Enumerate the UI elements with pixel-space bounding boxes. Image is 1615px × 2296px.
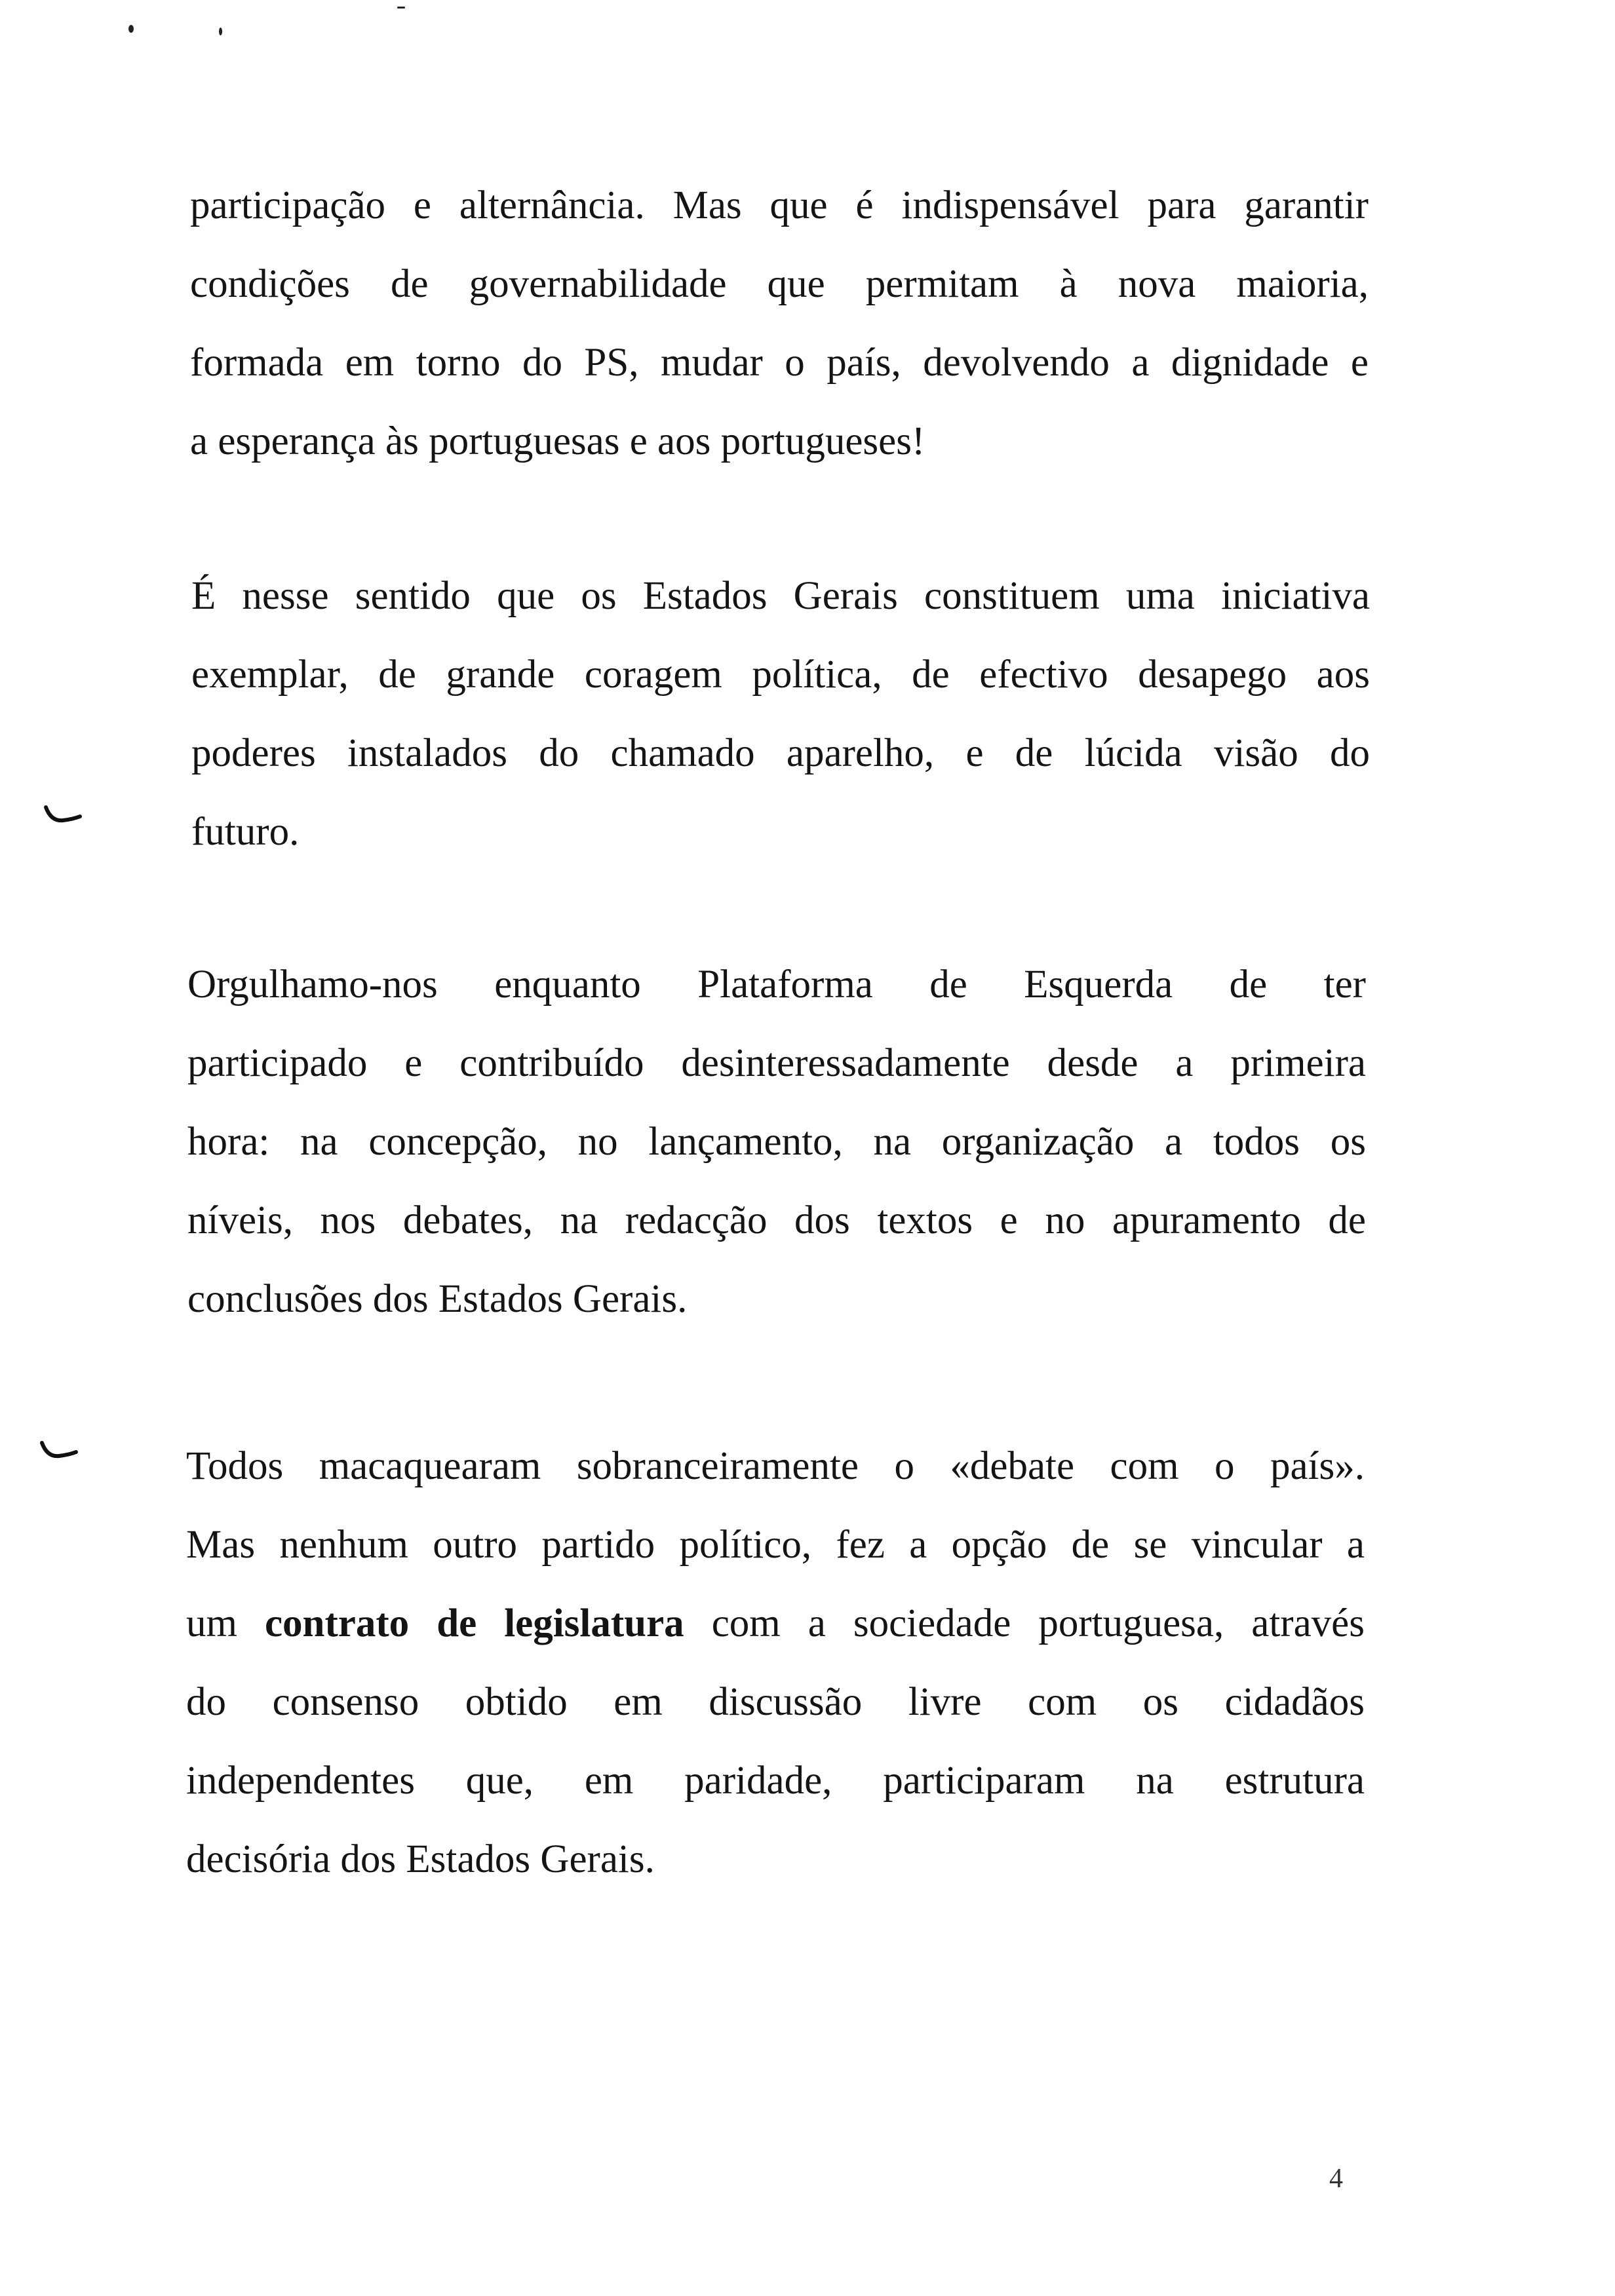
margin-check-mark (43, 805, 83, 824)
text-line: níveis, nos debates, na redacção dos textos e no apuramento de (187, 1198, 1366, 1242)
text-line: participado e contribuído desinteressadamente desde a primeira (187, 1041, 1366, 1085)
paragraph-3 (187, 946, 1366, 1339)
text-line (186, 1584, 1365, 1663)
text-line: formada em torno do PS, mudar o país, devolvendo a dignidade e (190, 341, 1369, 385)
text-line: participação e alternância. Mas que é indispensável para garantir (190, 183, 1369, 227)
text-line: futuro. (191, 810, 300, 854)
text-run: um (186, 1601, 265, 1645)
text-run: com a sociedade portuguesa, através (684, 1601, 1365, 1645)
scan-speck (219, 28, 222, 35)
text-line: Orgulhamo-nos enquanto Plataforma de Esquerda de ter (187, 963, 1366, 1006)
page-number: 4 (1329, 2164, 1343, 2194)
text-line: decisória dos Estados Gerais. (186, 1837, 655, 1881)
paragraph-2 (191, 557, 1370, 871)
text-line: Todos macaquearam sobranceiramente o «debate com o país». (186, 1444, 1365, 1488)
margin-check-mark (39, 1440, 79, 1460)
text-line: independentes que, em paridade, participaram na estrutura (186, 1759, 1365, 1803)
text-line: do consenso obtido em discussão livre com os cidadãos (186, 1680, 1365, 1724)
paragraph-4 (186, 1427, 1365, 1899)
text-line: condições de governabilidade que permitam à nova maioria, (190, 262, 1369, 306)
text-line: a esperança às portuguesas e aos portugueses! (190, 419, 925, 463)
text-line: É nesse sentido que os Estados Gerais constituem uma iniciativa (191, 574, 1370, 618)
text-line: Mas nenhum outro partido político, fez a opção de se vincular a (186, 1523, 1365, 1567)
text-line: hora: na concepção, no lançamento, na organização a todos os (187, 1120, 1366, 1164)
scan-speck (397, 7, 405, 9)
text-line: exemplar, de grande coragem política, de efectivo desapego aos (191, 653, 1370, 697)
paragraph-1 (190, 166, 1369, 481)
scan-speck (128, 25, 134, 33)
text-line: poderes instalados do chamado aparelho, e de lúcida visão do (191, 731, 1370, 775)
text-line: conclusões dos Estados Gerais. (187, 1277, 688, 1321)
bold-term: contrato de legislatura (264, 1601, 684, 1645)
